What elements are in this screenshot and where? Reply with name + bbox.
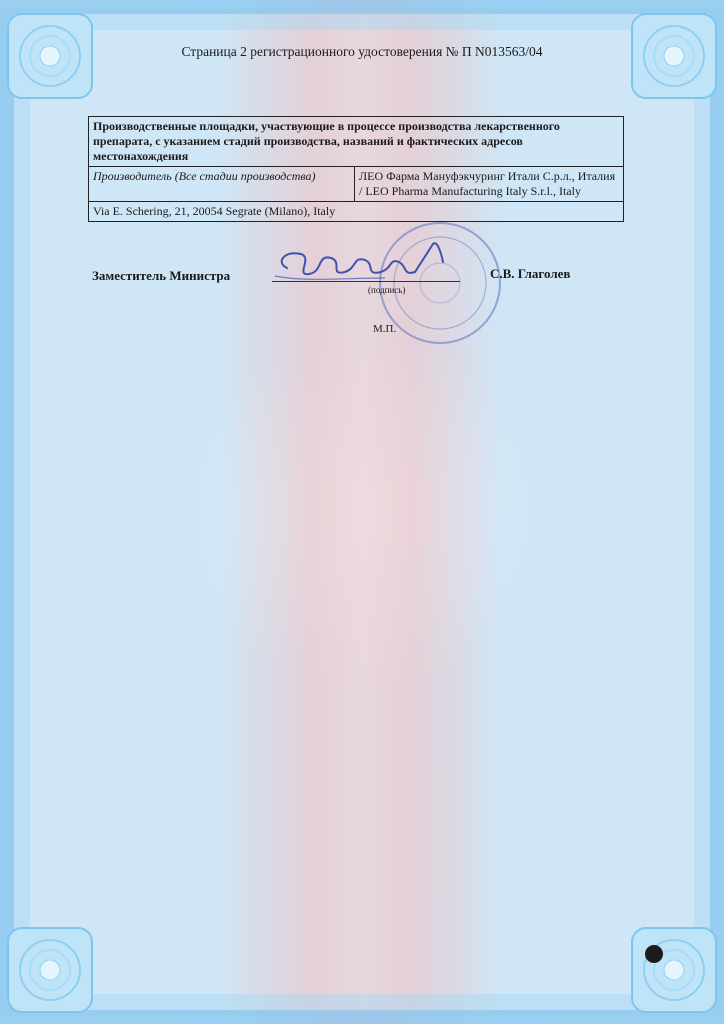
handwritten-signature (265, 232, 465, 292)
signatory-name: С.В. Глаголев (490, 266, 571, 281)
seal-place-label: М.П. (373, 323, 397, 335)
top-edge (0, 0, 724, 8)
corner-rosette-bottom-right (628, 924, 720, 1016)
signature-caption: (подпись) (368, 285, 406, 295)
production-sites-table (88, 116, 624, 222)
site-address: Via E. Schering, 21, 20054 Segrate (Milano), Italy (89, 202, 624, 222)
manufacturer-name: ЛЕО Фарма Мануфэкчуринг Итали С.р.л., Италия / LEO Pharma Manufacturing Italy S.r.l., Italy (355, 167, 624, 202)
manufacturer-role: Производитель (Все стадии производства) (89, 167, 355, 202)
address-row (89, 202, 624, 222)
table-header: Производственные площадки, участвующие в процессе производства лекарственного препарата, с указанием стадий производства, названий и фактических адресов местонахождения (89, 117, 624, 167)
bottom-edge (0, 1016, 724, 1024)
table-row (89, 167, 624, 202)
punch-hole (645, 945, 663, 963)
table-header-row (89, 117, 624, 167)
page-title: Страница 2 регистрационного удостоверения № П N013563/04 (181, 44, 543, 59)
signatory-position: Заместитель Министра (92, 268, 231, 283)
corner-rosette-bottom-left (4, 924, 96, 1016)
